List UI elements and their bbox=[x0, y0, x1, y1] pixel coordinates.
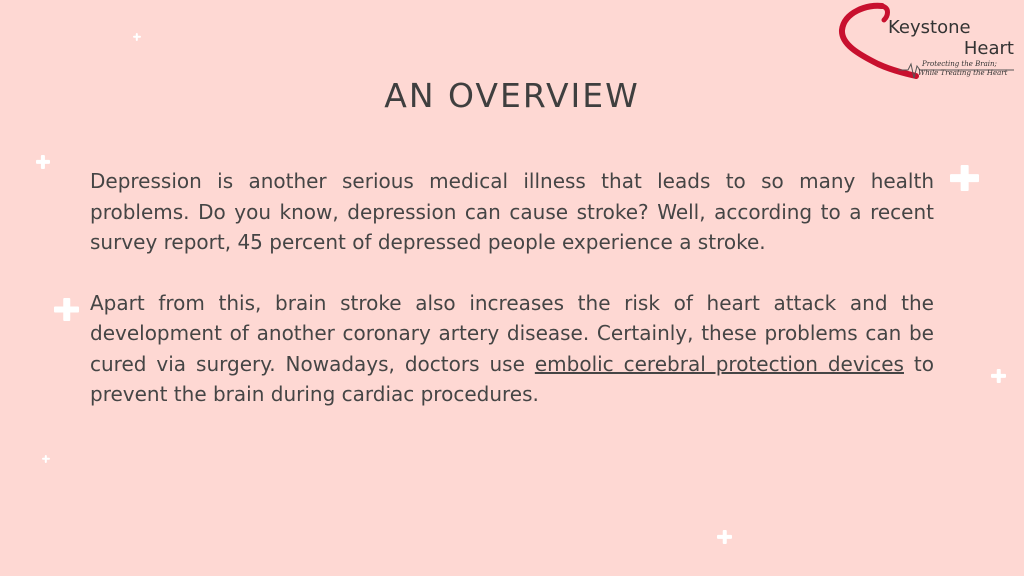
page-title: AN OVERVIEW bbox=[384, 76, 640, 115]
company-logo bbox=[838, 2, 1018, 82]
body-text bbox=[90, 166, 934, 440]
embolic-protection-link[interactable]: embolic cerebral protection devices bbox=[534, 351, 904, 376]
logo-name-line1: Keystone bbox=[888, 17, 971, 38]
logo-tagline-line2: While Treating the Heart bbox=[918, 69, 1008, 77]
logo-name-line2: Heart bbox=[963, 38, 1014, 59]
paragraph-2-text-after-link: to prevent the brain during cardiac procedures. bbox=[90, 351, 935, 406]
paragraph-2 bbox=[90, 288, 934, 410]
plus-decoration-icon bbox=[950, 165, 979, 191]
plus-decoration-icon bbox=[991, 369, 1006, 383]
plus-decoration-icon bbox=[36, 155, 50, 169]
plus-decoration-icon bbox=[54, 298, 79, 321]
plus-decoration-icon bbox=[133, 33, 141, 41]
paragraph-1: Depression is another serious medical illness that leads to so many health problems. Do you know, depression can cause stroke? Well, according to a recent survey report, 45 percent of depressed people experience a stroke. bbox=[90, 169, 934, 254]
logo-tagline-line1: Protecting the Brain; bbox=[922, 60, 997, 68]
plus-decoration-icon bbox=[42, 455, 50, 463]
plus-decoration-icon bbox=[717, 530, 732, 544]
paragraph-2-text-before-link: Apart from this, brain stroke also increases the risk of heart attack and the development of another coronary artery disease. Certainly, these problems can be cured via surgery. Nowadays, doctors use bbox=[90, 290, 934, 376]
